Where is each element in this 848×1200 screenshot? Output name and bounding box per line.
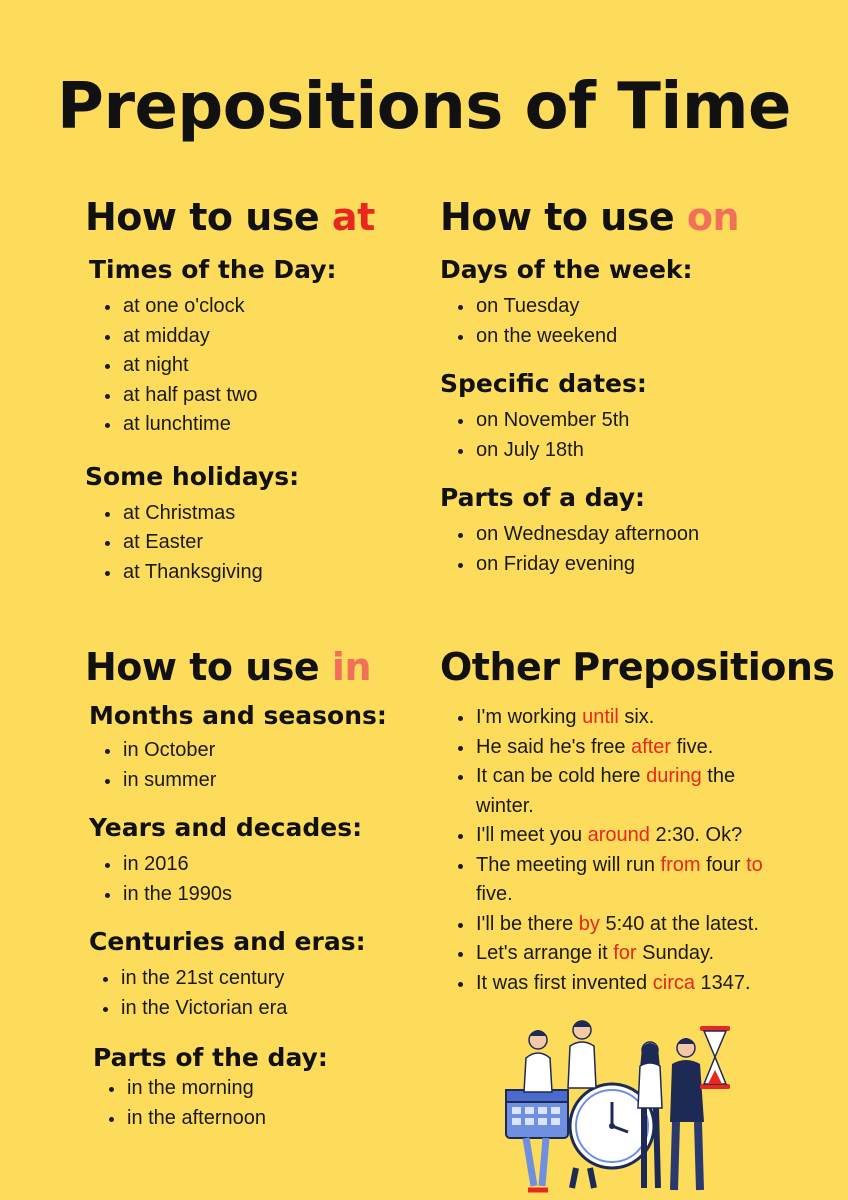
group-list — [440, 406, 820, 465]
group-list — [91, 1074, 425, 1133]
group-title: Specific dates: — [440, 369, 647, 398]
heading-text: How to use — [85, 645, 332, 689]
list-item: in summer — [87, 766, 425, 796]
keyword: during — [646, 765, 702, 787]
section-on — [440, 195, 820, 579]
group-list — [440, 520, 820, 579]
list-item: at midday — [87, 322, 425, 352]
keyword-at: at — [331, 195, 375, 239]
group-list — [440, 292, 820, 351]
list-item: It can be cold here during the winter. — [440, 762, 785, 821]
keyword: by — [578, 912, 600, 935]
list-item: on July 18th — [440, 436, 820, 466]
group-title: Parts of a day: — [440, 483, 646, 512]
person-icon — [670, 1038, 704, 1190]
group-title: Times of the Day: — [89, 255, 337, 284]
list-item: at one o'clock — [87, 292, 425, 322]
section-other — [440, 645, 840, 998]
list-item: at Christmas — [87, 499, 425, 529]
list-item: in the afternoon — [91, 1104, 425, 1134]
section-in-heading — [85, 645, 425, 689]
list-item: at lunchtime — [87, 410, 425, 440]
section-at-heading — [85, 195, 425, 239]
keyword: after — [631, 735, 672, 758]
keyword-on: on — [686, 195, 740, 239]
list-item: at half past two — [87, 381, 425, 411]
keyword: circa — [652, 971, 695, 994]
group-title: Months and seasons: — [89, 701, 387, 730]
list-item: in October — [87, 736, 425, 766]
keyword: until — [582, 706, 619, 728]
keyword: to — [746, 853, 763, 876]
list-item: on Tuesday — [440, 292, 820, 322]
list-item: I'll be there by 5:40 at the latest. — [440, 910, 785, 940]
list-item: at Thanksgiving — [87, 558, 425, 588]
list-item: in the Victorian era — [85, 994, 425, 1024]
list-item: on Wednesday afternoon — [440, 520, 820, 550]
group-title: Days of the week: — [440, 255, 693, 284]
list-item: in the 21st century — [85, 964, 425, 994]
group-list — [87, 850, 425, 909]
group-list — [85, 964, 425, 1023]
people-with-clock-calendar-hourglass-icon — [500, 1018, 740, 1198]
list-item: on the weekend — [440, 322, 820, 352]
list-item: He said he's free after five. — [440, 733, 785, 763]
group-list — [87, 736, 425, 795]
list-item: at Easter — [87, 528, 425, 558]
keyword: around — [587, 824, 650, 846]
group-title: Parts of the day: — [93, 1043, 328, 1072]
group-list — [87, 499, 425, 588]
other-list — [440, 703, 785, 998]
list-item: in the 1990s — [87, 880, 425, 910]
list-item: The meeting will run from four to five. — [440, 851, 785, 910]
group-title: Years and decades: — [89, 813, 363, 842]
keyword-in: in — [331, 645, 371, 689]
section-in — [85, 645, 425, 1133]
group-title: Centuries and eras: — [89, 927, 366, 956]
list-item: It was first invented circa 1347. — [440, 969, 785, 999]
list-item: on November 5th — [440, 406, 820, 436]
list-item: in 2016 — [87, 850, 425, 880]
list-item: on Friday evening — [440, 550, 820, 580]
heading-text: How to use — [85, 195, 332, 239]
section-other-heading: Other Prepositions — [440, 645, 835, 689]
list-item: I'm working until six. — [440, 703, 785, 733]
list-item: in the morning — [91, 1074, 425, 1104]
section-at — [85, 195, 425, 587]
keyword: from — [660, 853, 701, 876]
group-list — [87, 292, 425, 440]
group-title: Some holidays: — [85, 461, 300, 491]
list-item: I'll meet you around 2:30. Ok? — [440, 821, 785, 851]
keyword: for — [613, 942, 637, 964]
list-item: at night — [87, 351, 425, 381]
list-item: Let's arrange it for Sunday. — [440, 939, 785, 969]
calendar-icon — [506, 1090, 568, 1138]
page-title: Prepositions of Time — [57, 70, 791, 144]
heading-text: How to use — [440, 195, 687, 239]
hourglass-icon — [700, 1026, 730, 1089]
section-on-heading — [440, 195, 820, 239]
